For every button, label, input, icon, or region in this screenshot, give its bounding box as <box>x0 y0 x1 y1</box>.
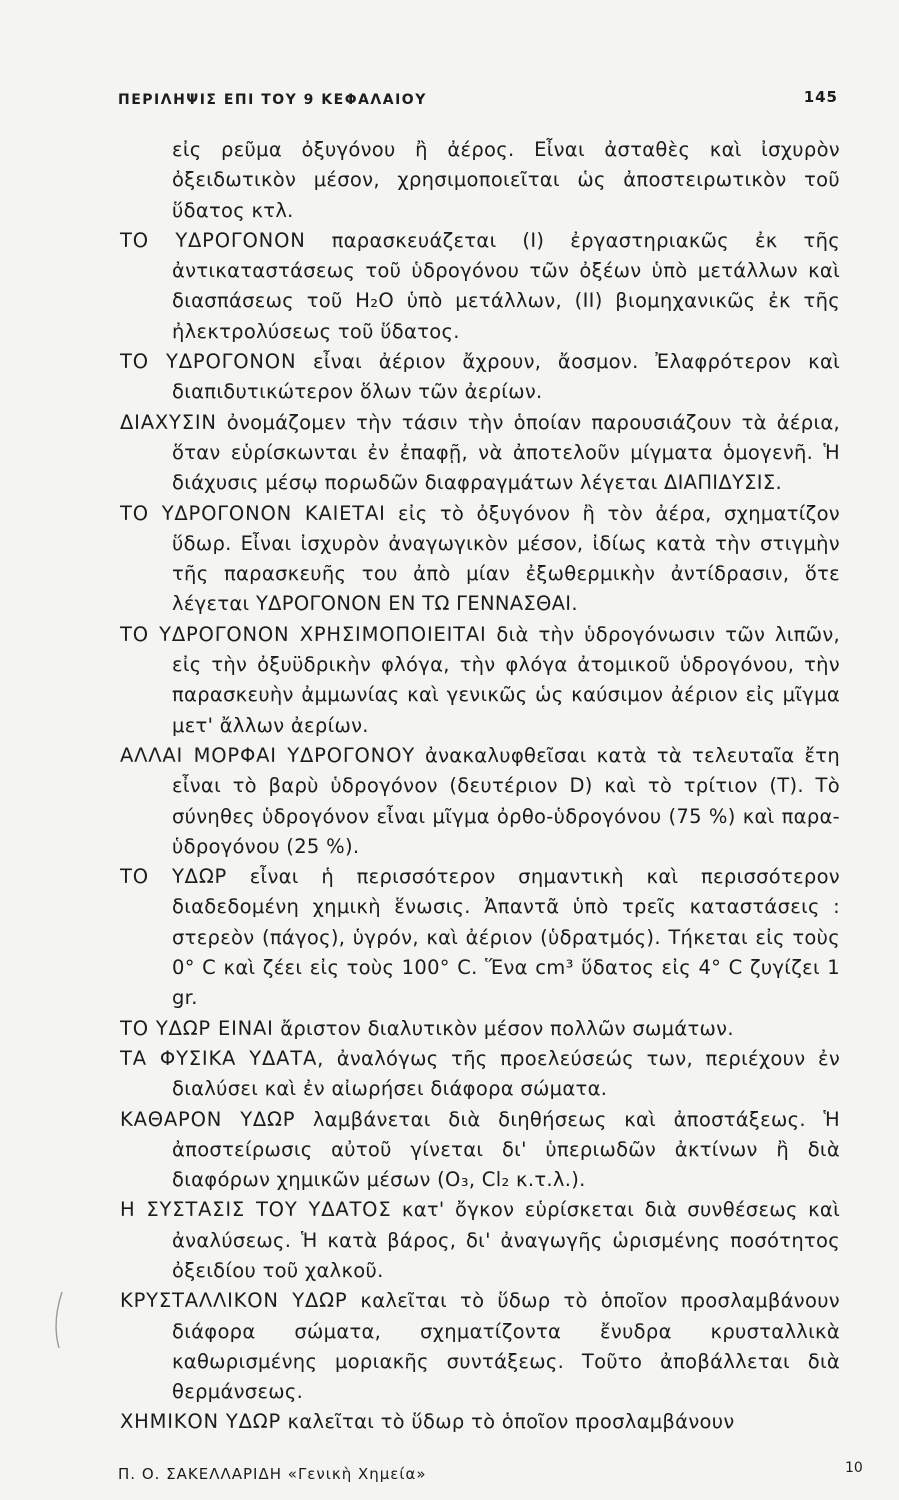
paragraph-pure-water <box>120 1105 840 1196</box>
paragraph-chemical-water <box>120 1407 840 1437</box>
paragraph-water-composition <box>120 1195 840 1286</box>
paragraph-hydrogen-preparation <box>120 226 840 347</box>
paragraph-hydrogen-uses <box>120 620 840 741</box>
paragraph-term: ΧΗΜΙΚΟΝ ΥΔΩΡ <box>120 1410 282 1434</box>
paragraph-text: ὀνομάζομεν τὴν τάσιν τὴν ὁποίαν παρουσιάζουν τὰ ἀέρια, ὅταν εὑρίσκωνται ἐν ἐπαφῇ, νὰ ἀποτελοῦν μίγματα ὁμογενῆ. Ἡ διάχυσις μέσῳ πορωδῶν διαφραγμάτων λέγεται ΔΙΑΠΙΔΥΣΙΣ. <box>172 410 840 495</box>
paragraph-text: καλεῖται τὸ ὕδωρ τὸ ὁποῖον προσλαμβάνουν <box>287 1410 735 1434</box>
body-text <box>120 135 840 1438</box>
paragraph-term: ΔΙΑΧΥΣΙΝ <box>120 410 217 434</box>
sheet-number: 10 <box>845 1460 863 1476</box>
paragraph-diffusion <box>120 408 840 499</box>
paragraph-term: ΤΟ ΥΔΡΟΓΟΝΟΝ <box>120 228 306 252</box>
paragraph-text: λαμβάνεται διὰ διηθήσεως καὶ ἀποστάξεως. Ἡ ἀποστείρωσις αὐτοῦ γίνεται δι' ὑπεριωδῶν ἀκτίνων ἢ διὰ διαφόρων χημικῶν μέσων (O₃, Cl₂ κ.τ.λ.). <box>172 1107 840 1192</box>
paragraph-continuation <box>120 135 840 226</box>
paragraph-natural-waters <box>120 1044 840 1105</box>
paragraph-text: παρασκευάζεται (Ι) ἐργαστηριακῶς ἐκ τῆς ἀντικαταστάσεως τοῦ ὑδρογόνου τῶν ὀξέων ὑπὸ μετάλλων καὶ διασπάσεως τοῦ H₂O ὑπὸ μετάλλων, (ΙΙ) βιομηχανικῶς ἐκ τῆς ἠλεκτρολύσεως τοῦ ὕδατος. <box>172 228 840 343</box>
paragraph-water-solvent <box>120 1014 840 1044</box>
paragraph-term: ΤΟ ΥΔΡΟΓΟΝΟΝ ΚΑΙΕΤΑΙ <box>120 501 386 525</box>
paragraph-hydrogen-combustion <box>120 499 840 620</box>
paragraph-term: ΤΟ ΥΔΡΟΓΟΝΟΝ ΧΡΗΣΙΜΟΠΟΙΕΙΤΑΙ <box>120 622 487 646</box>
paragraph-text: ἀνακαλυφθεῖσαι κατὰ τὰ τελευταῖα ἔτη εἶναι τὸ βαρὺ ὑδρογόνον (δευτέριον D) καὶ τὸ τρίτιον (Τ). Τὸ σύνηθες ὑδρογόνον εἶναι μῖγμα ὀρθο-ὑδρογόνου (75 %) καὶ παρα-ὑδρογόνου (25 %). <box>172 743 840 858</box>
paragraph-text: εἶναι ἀέριον ἄχρουν, ἄοσμον. Ἐλαφρότερον καὶ διαπιδυτικώτερον ὅλων τῶν ἀερίων. <box>172 350 841 404</box>
running-header <box>118 88 838 114</box>
paragraph-term: ΤΟ ΥΔΡΟΓΟΝΟΝ <box>120 350 297 374</box>
paragraph-text: καλεῖται τὸ ὕδωρ τὸ ὁποῖον προσλαμβάνουν διάφορα σώματα, σχηματίζοντα ἔνυδρα κρυσταλλικὰ καθωρισμένης μοριακῆς συντάξεως. Τοῦτο ἀποβάλλεται διὰ θερμάνσεως. <box>172 1289 840 1404</box>
paragraph-term: ΤΟ ΥΔΩΡ ΕΙΝΑΙ <box>120 1016 274 1040</box>
margin-pencil-mark <box>52 1290 66 1350</box>
paragraph-text: διὰ τὴν ὑδρογόνωσιν τῶν λιπῶν, εἰς τὴν ὀξυϋδρικὴν φλόγα, τὴν φλόγα ἀτομικοῦ ὑδρογόνου, τὴν παρασκευὴν ἀμμωνίας καὶ γενικῶς ὡς καύσιμον ἀέριον εἰς μῖγμα μετ' ἄλλων ἀερίων. <box>172 622 841 737</box>
paragraph-text: ἄριστον διαλυτικὸν μέσον πολλῶν σωμάτων. <box>280 1016 734 1040</box>
paragraph-text: εἰς ρεῦμα ὀξυγόνου ἢ ἀέρος. Εἶναι ἀσταθὲς καὶ ἰσχυρὸν ὀξειδωτικὸν μέσον, χρησιμοποιεῖται ὡς ἀποστειρωτικὸν τοῦ ὕδατος κτλ. <box>172 138 840 222</box>
paragraph-term: ΚΑΘΑΡΟΝ ΥΔΩΡ <box>120 1107 296 1131</box>
paragraph-text: εἶναι ἡ περισσότερον σημαντικὴ καὶ περισσότερον διαδεδομένη χημικὴ ἕνωσις. Ἀπαντᾶ ὑπὸ τρεῖς καταστάσεις : στερεὸν (πάγος), ὑγρόν, καὶ ἀέριον (ὑδρατμός). Τήκεται εἰς τοὺς 0° C καὶ ζέει εἰς τοὺς 100° C. Ἕνα cm³ ὕδατος εἰς 4° C ζυγίζει 1 gr. <box>172 865 840 1010</box>
page-number: 145 <box>803 88 838 106</box>
paragraph-term: ΤΑ ΦΥΣΙΚΑ ΥΔΑΤΑ, <box>120 1046 325 1070</box>
paragraph-term: Η ΣΥΣΤΑΣΙΣ ΤΟΥ ΥΔΑΤΟΣ <box>120 1198 392 1222</box>
paragraph-term: ΑΛΛΑΙ ΜΟΡΦΑΙ ΥΔΡΟΓΟΝΟΥ <box>120 743 415 767</box>
paragraph-term: ΚΡΥΣΤΑΛΛΙΚΟΝ ΥΔΩΡ <box>120 1289 348 1313</box>
footer-citation: Π. Ο. ΣΑΚΕΛΛΑΡΙΔΗ «Γενικὴ Χημεία» <box>118 1465 427 1483</box>
header-title: ΠΕΡΙΛΗΨΙΣ ΕΠΙ ΤΟΥ 9 ΚΕΦΑΛΑΙΟΥ <box>118 92 427 108</box>
paragraph-hydrogen-properties <box>120 347 840 408</box>
paragraph-hydrogen-forms <box>120 741 840 862</box>
paragraph-text: εἰς τὸ ὀξυγόνον ἢ τὸν ἀέρα, σχηματίζον ὕδωρ. Εἶναι ἰσχυρὸν ἀναγωγικὸν μέσον, ἰδίως κατὰ τὴν στιγμὴν τῆς παρασκευῆς του ἀπὸ μίαν ἐξωθερμικὴν ἀντίδρασιν, ὅτε λέγεται ΥΔΡΟΓΟΝΟΝ ΕΝ ΤΩ ΓΕΝΝΑΣΘΑΙ. <box>172 501 841 616</box>
paragraph-water <box>120 862 840 1013</box>
paragraph-crystal-water <box>120 1286 840 1407</box>
paragraph-term: ΤΟ ΥΔΩΡ <box>120 865 228 889</box>
paragraph-text: ἀναλόγως τῆς προελεύσεώς των, περιέχουν ἐν διαλύσει καὶ ἐν αἰωρήσει διάφορα σώματα. <box>172 1046 841 1101</box>
paragraph-text: κατ' ὄγκον εὑρίσκεται διὰ συνθέσεως καὶ ἀναλύσεως. Ἡ κατὰ βάρος, δι' ἀναγωγῆς ὡρισμένης ποσότητος ὀξειδίου τοῦ χαλκοῦ. <box>172 1198 840 1282</box>
